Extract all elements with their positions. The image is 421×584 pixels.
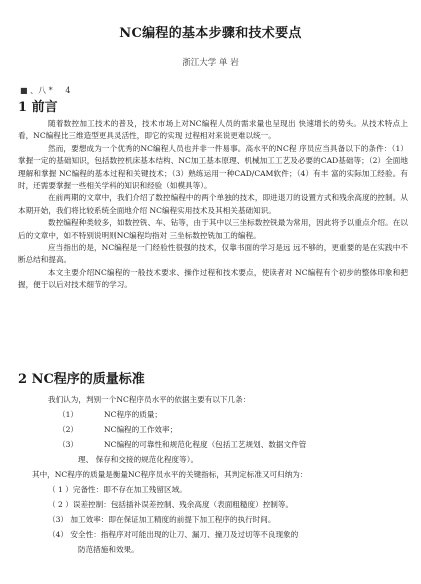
- paragraph: 数控编程种类较多，如数控铣、车、钻等，由于其中以三坐标数控铣最为常用，因此将予以重点介绍。在以后的文章中，如不特别说明则NC编程均指对 三坐标数控铣加工的编程。: [18, 218, 408, 240]
- paper-title: NC编程的基本步骤和技术要点: [119, 26, 302, 41]
- criterion-item: （ 1 ）完备性：即不存在加工残留区域。: [48, 485, 187, 494]
- criterion-item: （3） 加工效率：即在保证加工精度的前提下加工程序的执行时间。: [48, 515, 276, 524]
- criterion-continuation: 防范措施和效果。: [78, 545, 139, 554]
- page-marker: ■ 、八 * 4: [20, 86, 71, 95]
- section-2-heading: 2 NC程序的质量标准: [18, 372, 145, 387]
- section-1-body: [18, 118, 408, 292]
- list-item-text: NC编程的可靠性和规范化程度（包括工艺规划、数据文件管: [104, 440, 307, 449]
- list-item-number: （1）: [58, 410, 79, 419]
- author-affiliation: 浙江大学 单 岩: [182, 58, 239, 68]
- criterion-item: （ 2 ）误差控制：包括插补误差控制、残余高度（表面粗糙度）控制等。: [48, 500, 294, 509]
- list-item-number: （2）: [58, 425, 79, 434]
- section-2-intro: 我们认为，判别一个NC程序员水平的依据主要有以下几条：: [48, 395, 251, 404]
- section-2-body: [18, 392, 408, 557]
- list-item-text: NC编程的工作效率；: [104, 425, 178, 434]
- paragraph: 在前两期的文章中，我们介绍了数控编程中的两个单独的技术，即进退刀的设置方式和残余高度的控制。从本期开始，我们将比较系统全面地介绍 NC编程实用技术及其相关基础知识。: [18, 193, 408, 215]
- list-item: [18, 407, 408, 422]
- paragraph: 本文主要介绍NC编程的一般技术要求、操作过程和技术要点，使读者对 NC编程有个初步的整体印象和把握，便于以后对技术细节的学习。: [18, 267, 408, 290]
- paragraph: 然而，要想成为一个优秀的NC编程人员也并非一件易事。高水平的NC程 序员应当具备以下的条件：（1）掌握一定的基础知识，包括数控机床基本结构、NC加工基本原理、机械加工工艺及必要的CAD基础等；（2）全面地理解和掌握 NC编程的基本过程和关键技术；（3）熟练运用一种CAD/CAM软件；（4）有丰 富的实际加工经验。有时，还需要掌握一些相关学科的知识和经验（如模具等）。: [18, 143, 408, 191]
- list-item-text: NC程序的质量；: [104, 410, 163, 419]
- paragraph: 应当指出的是，NC编程是一门经验性很强的技术，仅靠书面的学习是远 远不够的，更重要的是在实践中不断总结和提高。: [18, 243, 408, 265]
- list-item-continuation: 理、 保存和交接的规范化程度等）。: [78, 455, 199, 464]
- section-1-heading: 1 前言: [18, 100, 58, 115]
- criterion-item: （4） 安全性：指程序对可能出现的让刀、漏刀、撞刀及过切等不良现象的: [48, 530, 299, 539]
- list-item: [18, 437, 408, 452]
- criteria-intro: 其中，NC程序的质量是衡量NC程序员水平的关键指标，其判定标准又可归纳为：: [32, 470, 308, 479]
- list-item: [18, 422, 408, 437]
- list-item-number: （3）: [58, 440, 79, 449]
- paragraph: 随着数控加工技术的普及，技术市场上对NC编程人员的需求量也呈现出 快速增长的势头。从技术特点上看，NC编程比三维造型更具灵活性，即它的实现 过程相对来说更难以统一。: [18, 119, 408, 141]
